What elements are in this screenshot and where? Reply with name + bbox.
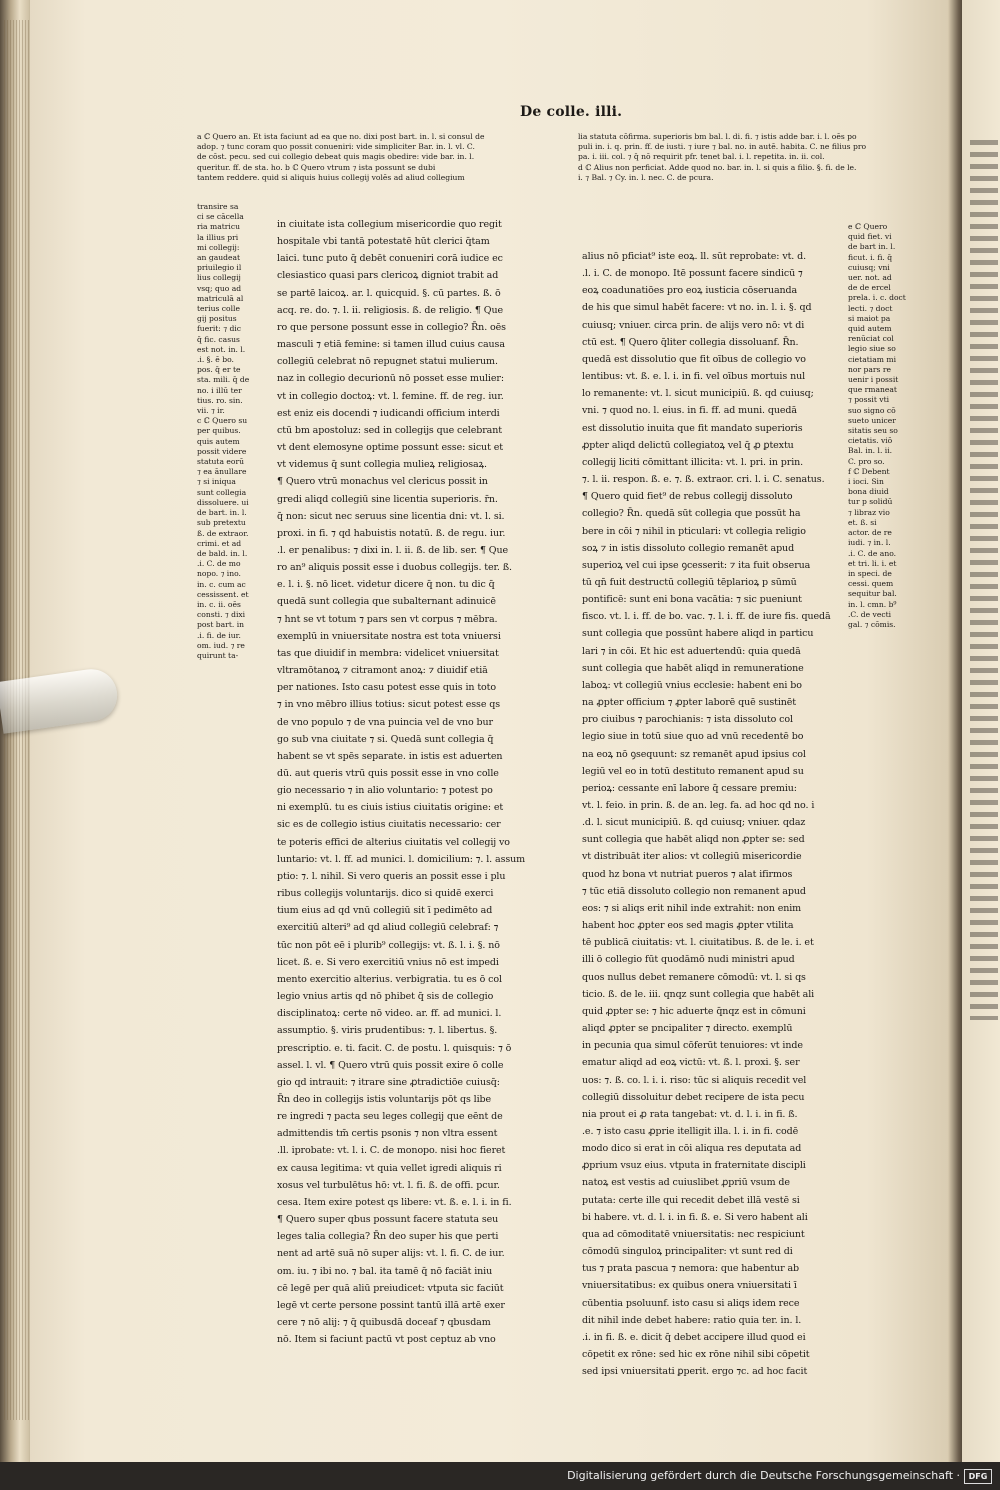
- text-line: sic es de collegio istius ciuitatis necessario: cer: [277, 819, 501, 831]
- margin-line: vii. ⁊ ir.: [197, 406, 225, 416]
- text-line: per nationes. Isto casu potest esse quis in toto: [277, 682, 497, 694]
- margin-line: legio siue so: [848, 344, 896, 354]
- text-line: .l. i. C. de monopo. Itē possunt facere sindicū ⁊: [582, 268, 803, 280]
- margin-line: crimi. et ad: [197, 538, 242, 548]
- margin-line: cietatis. viō: [848, 436, 893, 446]
- margin-line: q̄ fic. casus: [197, 334, 240, 344]
- margin-line: cessi. quem: [848, 579, 894, 589]
- text-line: prescriptio. e. ti. facit. C. de postu. l. quisquis: ⁊ ō: [277, 1042, 512, 1054]
- margin-line: C. pro so.: [848, 456, 885, 466]
- text-line: na ꝓpter officium ⁊ ꝓpter laborē quē sustinēt: [582, 697, 797, 709]
- text-line: ⁊ in vno mēbro illius totius: sicut potest esse qs: [277, 699, 501, 711]
- dfg-logo: DFG: [964, 1469, 992, 1484]
- margin-line: no. i illū ter: [197, 385, 242, 395]
- margin-line: suo signo cō: [848, 405, 896, 415]
- text-line: in ciuitate ista collegium misericordie quo regit: [277, 219, 502, 230]
- text-line: laici. tunc puto q̄ debēt conueniri corā iudice ec: [277, 253, 503, 265]
- text-line: naz in collegio decurionū nō posset esse mulier:: [277, 373, 504, 385]
- text-line: tium eius ad qd vnū collegiū sit ī pedimēto ad: [277, 905, 493, 917]
- text-line: gredi aliqd collegiū sine licentia superioris. r̄n.: [277, 493, 498, 505]
- text-line: collegij liciti cōmittant illicita: vt. l. pri. in prin.: [582, 456, 804, 468]
- margin-line: renūciat col: [848, 334, 894, 344]
- margin-line: cuiusq; vni: [848, 262, 890, 272]
- text-line: vt videmus q̄ sunt collegia mulieꝝ religiosaꝝ.: [277, 459, 487, 471]
- text-line: xosus vel turbulētus hō: vt. l. fi. ß. de offi. pcur.: [277, 1179, 500, 1191]
- text-line: mento exercitio alterius. verbigratia. tu es ō col: [277, 973, 502, 985]
- margin-line: in speci. de: [848, 568, 892, 578]
- margin-line: quirunt ta-: [197, 650, 239, 660]
- text-line: e. l. i. §. nō licet. videtur dicere q̄ non. tu dic q̄: [277, 579, 495, 591]
- margin-line: fuerit: ⁊ dic: [197, 324, 242, 334]
- text-line: est dissolutio inuita que fit mandato superioris: [582, 422, 803, 434]
- text-line: quedā est dissolutio que fit oībus de collegio vo: [582, 353, 806, 365]
- text-line: q̄ non: sicut nec seruus sine licentia dni: vt. l. si.: [277, 510, 505, 522]
- text-line: se partē laicoꝝ. ar. l. quicquid. §. cū partes. ß. ō: [277, 287, 501, 299]
- text-line: illi ō collegio fūt quodāmō nudi ministri apud: [582, 954, 795, 966]
- text-line: cūbentia psoluunf. isto casu si aliqs idem rece: [582, 1297, 800, 1309]
- text-line: perioꝝ: cessante enī labore q̄ cessare premiu:: [582, 782, 797, 794]
- running-header: De colle. illi.: [520, 104, 623, 120]
- text-line: ¶ Quero vtrū monachus vel clericus possit in: [277, 476, 488, 488]
- margin-line: in. c. cum ac: [197, 579, 246, 589]
- text-line: ticio. ß. de le. iii. qnqz sunt collegia que habēt ali: [582, 988, 815, 1000]
- text-line: vt in collegio doctoꝝ: vt. l. femine. ff. de reg. iur.: [277, 390, 504, 402]
- text-line: modo dico si erat in cōi aliqua res deputata ad: [582, 1143, 802, 1155]
- text-line: legiū vel eo in totū destituto remanent apud su: [582, 765, 804, 777]
- text-line: .d. l. sicut municipiū. ß. qd cuiusq; vniuer. qdaz: [582, 817, 806, 829]
- margin-line: quid autem: [848, 324, 892, 334]
- text-line: eoꝝ coadunatiōes pro eoꝝ iusticia cōseruanda: [582, 285, 798, 297]
- margin-line: tur p solidū: [848, 497, 893, 507]
- text-line: ctū est. ¶ Quero q̄liter collegia dissoluanf. R̄n.: [582, 336, 799, 348]
- text-line: uos: ⁊. ß. co. l. i. i. riso: tūc si aliquis recedit vel: [582, 1074, 807, 1086]
- text-line: soꝝ ⁊ in istis dissoluto collegio remanēt apud: [582, 542, 795, 554]
- text-line: bere in cōi ⁊ nihil in pticulari: vt collegia religio: [582, 525, 806, 537]
- text-line: leges talia collegia? R̄n deo super his que perti: [277, 1231, 499, 1243]
- margin-line: si maiot pa: [848, 313, 891, 323]
- margin-line: de bart in. l.: [848, 242, 896, 252]
- text-line: disciplinatoꝝ: certe nō video. ar. ff. ad munici. l.: [277, 1008, 502, 1020]
- text-line: habent se vt spēs separate. in istis est aduerten: [277, 750, 503, 762]
- text-line: .e. ⁊ isto casu ꝓprie itelligit illa. l. i. in fi. codē: [582, 1125, 799, 1137]
- margin-notes-right: [848, 222, 928, 630]
- margin-line: et. ß. si: [848, 517, 877, 527]
- text-line: cuiusq; vniuer. circa prin. de alijs vero nō: vt di: [582, 319, 805, 331]
- gloss-notes-top-left: [197, 132, 542, 183]
- gloss-line: adop. ⁊ tunc coram quo possit conueniri: vide simpliciter Bar. in. l. vl. C.: [197, 142, 475, 152]
- margin-line: est not. in. l.: [197, 344, 246, 354]
- text-line: dū. aut queris vtrū quis possit esse in vno colle: [277, 768, 499, 779]
- margin-line: an gaudeat: [197, 253, 241, 263]
- margin-line: uer. not. ad: [848, 273, 892, 283]
- text-line: in pecunia qua simul cōferūt tenuiores: vt inde: [582, 1040, 803, 1052]
- text-line: ematur aliqd ad eoꝝ victū: vt. ß. l. proxi. §. ser: [582, 1057, 800, 1069]
- margin-line: om. iud. ⁊ re: [197, 640, 245, 650]
- text-line: ro que persone possunt esse in collegio? R̄n. oēs: [277, 321, 506, 333]
- text-line: vt. l. feio. in prin. ß. de an. leg. fa. ad hoc qd no. i: [582, 800, 815, 811]
- text-column-left: [277, 216, 532, 1348]
- gloss-notes-top-right: [578, 132, 928, 183]
- text-line: nia prout ei ꝓ rata tangebat: vt. d. l. i. in fi. ß.: [582, 1108, 798, 1120]
- margin-line: cessissent. et: [197, 589, 249, 599]
- margin-line: bona diuid: [848, 487, 889, 497]
- text-line: .l. er penalibus: ⁊ dixi in. l. ii. ß. de lib. ser. ¶ Que: [277, 544, 509, 556]
- text-line: legio siue in totū siue quo ad vnū recedentē bo: [582, 731, 804, 743]
- margin-line: cietatiam mi: [848, 354, 897, 364]
- text-line: natoꝝ est vestis ad cuiuslibet ꝓpriū vsum de: [582, 1177, 790, 1189]
- text-line: tē publicā ciuitatis: vt. l. ciuitatibus. ß. de le. i. et: [582, 937, 814, 949]
- text-line: ⁊ tūc etiā dissoluto collegio non remanent apud: [582, 885, 806, 897]
- text-line: acq. re. do. ⁊. l. ii. religiosis. ß. de religio. ¶ Que: [277, 304, 503, 316]
- text-column-right: [582, 248, 844, 1380]
- text-line: ⁊ hnt se vt totum ⁊ pars sen vt corpus ⁊ mēbra.: [277, 613, 498, 625]
- text-line: nent ad artē suā nō super alijs: vt. l. fi. C. de iur.: [277, 1248, 505, 1260]
- facing-page-edge: [962, 0, 1000, 1462]
- margin-line: statuta eorū: [197, 457, 244, 467]
- text-line: masculi ⁊ etiā femine: si tamen illud cuius causa: [277, 339, 505, 351]
- text-line: eos: ⁊ si aliqs erit nihil inde extrahit: non enim: [582, 902, 802, 914]
- margin-line: ⁊ si iniqua: [197, 477, 236, 487]
- margin-line: vsq; quo ad: [197, 283, 242, 293]
- text-line: collegio? R̄n. quedā sūt collegia que possūt ha: [582, 508, 801, 520]
- text-line: aliqd ꝓpter se pncipaliter ⁊ directo. exemplū: [582, 1023, 793, 1035]
- text-line: pro ciuibus ⁊ parochianis: ⁊ ista dissoluto col: [582, 714, 793, 726]
- margin-line: prela. i. c. doct: [848, 293, 906, 303]
- text-line: cesa. Item exire potest qs libere: vt. ß. e. l. i. in fi.: [277, 1196, 512, 1208]
- text-line: vltramōtanoꝝ ⁊ citramont anoꝝ: ⁊ diuidif etiā: [277, 665, 488, 677]
- margin-line: possit videre: [197, 446, 247, 456]
- text-line: licet. ß. e. Si vero exercitiū vnius nō est impedi: [277, 956, 499, 968]
- margin-line: gal. ⁊ cōmis.: [848, 619, 896, 629]
- text-line: habent hoc ꝓpter eos sed magis ꝓpter vtilita: [582, 920, 794, 932]
- margin-line: dissoluere. ui: [197, 497, 249, 507]
- text-line: R̄n deo in collegijs istis voluntarijs pōt qs libe: [277, 1093, 492, 1105]
- margin-line: sequitur bal.: [848, 589, 897, 599]
- text-line: sunt collegia que habēt aliqd non ꝓpter se: sed: [582, 834, 805, 846]
- margin-line: transire sa: [197, 202, 239, 211]
- text-line: collegiū celebrat nō repugnet statui mulierum.: [277, 356, 498, 368]
- text-line: assumptio. §. viris prudentibus: ⁊. l. libertus. §.: [277, 1025, 498, 1037]
- text-line: sunt collegia que habēt aliqd in remuneratione: [582, 662, 804, 674]
- margin-line: nopo. ⁊ ino.: [197, 569, 241, 579]
- text-line: qua ad cōmoditatē vniuersitatis: nec respiciunt: [582, 1228, 805, 1240]
- text-line: de vno populo ⁊ de vna puincia vel de vno bur: [277, 716, 493, 728]
- margin-line: nor pars re: [848, 364, 891, 374]
- text-line: na eoꝝ nō ꝯsequunt: sz remanēt apud ipsius col: [582, 748, 806, 760]
- margin-line: .i. fi. de iur.: [197, 630, 241, 640]
- margin-line: c ℂ Quero su: [197, 416, 248, 426]
- text-line: tū qn̄ fuit destructū collegiū tēplarioꝝ p sūmū: [582, 576, 797, 588]
- margin-line: .i. C. de ano.: [848, 548, 897, 558]
- margin-line: de bald. in. l.: [197, 548, 248, 558]
- gloss-line: de cōst. pecu. sed cui collegio debeat quis magis obedire: vide bar. in. l.: [197, 152, 475, 162]
- text-line: alius nō pficiat⁹ iste eoꝝ. ll. sūt reprobate: vt. d.: [582, 251, 807, 262]
- text-line: .ll. iprobate: vt. l. i. C. de monopo. nisi hoc fieret: [277, 1145, 506, 1157]
- text-line: collegiū dissoluitur debet recipere de ista pecu: [582, 1091, 805, 1103]
- text-line: tūc non pōt eē i plurib⁹ collegijs: vt. ß. l. i. §. nō: [277, 939, 500, 951]
- margin-line: ß. de extraor.: [197, 528, 249, 538]
- text-line: sunt collegia que possūnt habere aliqd in particu: [582, 628, 814, 640]
- margin-line: ficut. i. fi. q̄: [848, 252, 893, 262]
- text-line: vni. ⁊ quod no. l. eius. in fi. ff. ad muni. quedā: [582, 405, 797, 417]
- text-line: luntario: vt. l. ff. ad munici. l. domicilium: ⁊. l. assum: [277, 853, 526, 865]
- text-line: quid ꝓpter se: ⁊ hic aduerte q̄nqz est in cōmuni: [582, 1005, 806, 1017]
- margin-line: per quibus.: [197, 426, 241, 436]
- text-line: pontificē: sunt eni bona vacātia: ⁊ sic pueniunt: [582, 594, 802, 606]
- text-line: dit nihil inde debet habere: ratio quia ter. in. l.: [582, 1314, 802, 1326]
- text-line: gio necessario ⁊ in alio voluntario: ⁊ potest po: [277, 785, 493, 797]
- text-line: exemplū in vniuersitate nostra est tota vniuersi: [277, 630, 501, 642]
- text-line: tus ⁊ prata pascua ⁊ nemora: que habentur ab: [582, 1263, 800, 1275]
- text-line: admittendis tm̄ certis psonis ⁊ non vltra essent: [277, 1128, 498, 1140]
- text-line: quedā sunt collegia que subalternant adinuicē: [277, 596, 496, 608]
- margin-line: de bart. in. l.: [197, 508, 247, 518]
- gloss-line: queritur. ff. de sta. ho. b ℂ Quero vtrum ⁊ ista possunt se dubi: [197, 162, 436, 172]
- margin-line: tius. ro. sin.: [197, 395, 243, 405]
- text-line: legē vt certe persone possint tantū illā artē exer: [277, 1299, 505, 1311]
- margin-line: mi collegij:: [197, 242, 240, 252]
- text-line: exercitiū alteri⁹ ad qd aliud collegiū celebraf: ⁊: [277, 922, 499, 934]
- margin-line: post bart. in: [197, 620, 245, 630]
- margin-line: Bal. in. l. ii.: [848, 446, 893, 456]
- margin-line: sunt collegia: [197, 487, 247, 497]
- text-line: re ingredi ⁊ pacta seu leges collegij que eēnt de: [277, 1111, 503, 1123]
- margin-line: sta. mili. q̄ de: [197, 375, 250, 385]
- text-line: fisco. vt. l. i. ff. de bo. vac. ⁊. l. i. ff. de iure fis. quedā: [582, 611, 831, 623]
- margin-line: f ℂ Debent: [848, 466, 890, 476]
- text-line: vt distribuāt iter alios: vt collegiū misericordie: [582, 851, 802, 863]
- margin-line: actor. de re: [848, 528, 892, 538]
- text-line: de his que simul habēt facere: vt no. in. l. i. §. qd: [582, 302, 812, 314]
- text-line: vniuersitatibus: ex quibus onera vniuersitati ī: [582, 1280, 797, 1292]
- digitization-footer: [0, 1462, 1000, 1490]
- margin-line: terius colle: [197, 304, 240, 314]
- text-line: lentibus: vt. ß. e. l. i. in fi. vel oībus mortuis nul: [582, 371, 806, 383]
- text-line: vt dent elemosyne optime possunt esse: sicut et: [277, 442, 503, 454]
- margin-line: sueto unicer: [848, 415, 896, 425]
- margin-line: quid fiet. vi: [848, 232, 892, 242]
- text-line: quos nullus debet remanere cōmodū: vt. l. si qs: [582, 971, 806, 983]
- margin-line: .i. C. de mo: [197, 559, 241, 569]
- text-line: ptio: ⁊. l. nihil. Si vero queris an possit esse i plu: [277, 870, 506, 882]
- text-line: ⁊. l. ii. respon. ß. e. ⁊. ß. extraor. cri. l. i. C. senatus.: [582, 474, 825, 486]
- text-line: ¶ Quero quid fiet⁹ de rebus collegij dissoluto: [582, 491, 793, 503]
- text-line: ro an⁹ aliquis possit esse i duobus collegijs. ter. ß.: [277, 562, 512, 574]
- text-line: ꝓprium vsuz eius. vtputa in fraternitate discipli: [582, 1160, 806, 1172]
- margin-line: in. l. cmn. b⁹: [848, 599, 897, 609]
- text-line: bi habere. vt. d. l. i. in fi. ß. e. Si vero habent ali: [582, 1211, 808, 1223]
- text-line: om. iu. ⁊ ibi no. ⁊ bal. ita tamē q̄ nō faciāt iniu: [277, 1265, 493, 1277]
- funding-credit: Digitalisierung gefördert durch die Deutsche Forschungsgemeinschaft ·: [567, 1469, 960, 1482]
- margin-line: quis autem: [197, 436, 240, 446]
- gloss-line: puli in. i. q. prin. ff. de iusti. ⁊ iure ⁊ bal. no. in autē. habita. C. ne filius pro: [578, 142, 867, 152]
- margin-line: pos. q̄ er te: [197, 365, 241, 375]
- text-line: clesiastico quasi pars clericoꝝ digniot trabit ad: [277, 270, 499, 282]
- margin-line: priuilegio il: [197, 263, 242, 273]
- margin-line: iudi. ⁊ in. l.: [848, 538, 891, 548]
- gloss-line: i. ⁊ Bal. ⁊ Cy. in. l. nec. C. de pcura.: [578, 172, 714, 182]
- text-line: cōpetit ex rōne: sed hic ex rōne nihil sibi cōpetit: [582, 1349, 810, 1360]
- margin-notes-left: [197, 202, 267, 661]
- text-line: legio vnius artis qd nō phibet q̄ sis de collegio: [277, 991, 494, 1003]
- text-line: te poteris effici de alterius ciuitatis vel collegij vo: [277, 836, 510, 848]
- text-line: superioꝝ vel cui ipse ꝯcesserit: ⁊ ita fuit obserua: [582, 559, 811, 571]
- gloss-line: lia statuta cōfirma. superioris bm bal. l. di. fi. ⁊ istis adde bar. i. l. oēs po: [578, 132, 857, 141]
- text-line: ex causa legitima: vt quia vellet igredi aliquis ri: [277, 1162, 502, 1174]
- text-line: cē legē per quā aliū preiudicet: vtputa sic faciūt: [277, 1282, 504, 1294]
- margin-line: de de ercel: [848, 283, 891, 293]
- text-line: hospitale vbi tantā potestatē hūt clerici q̄tam: [277, 236, 490, 248]
- text-line: lari ⁊ in cōi. Et hic est aduertendū: quia quedā: [582, 645, 801, 657]
- margin-line: gij positus: [197, 314, 237, 324]
- text-line: lo remanente: vt. l. sicut municipiū. ß. qd cuiusq;: [582, 388, 814, 400]
- text-line: gio qd intrauit: ⁊ itrare sine ꝓtradictiōe cuiusq̄:: [277, 1076, 500, 1088]
- gloss-line: pa. i. iii. col. ⁊ q̄ nō requirit pfr. tenet bal. i. l. repetita. in. ii. col.: [578, 152, 825, 162]
- gloss-line: tantem reddere. quid si aliquis huius collegij volēs ad aliud collegium: [197, 172, 465, 182]
- margin-line: ria matricu: [197, 222, 240, 232]
- margin-line: .i. §. ē bo.: [197, 355, 234, 365]
- text-line: assel. l. vl. ¶ Quero vtrū quis possit exire ō colle: [277, 1059, 504, 1071]
- margin-line: lecti. ⁊ doct: [848, 303, 893, 313]
- text-line: ¶ Quero super qbus possunt facere statuta seu: [277, 1214, 499, 1226]
- text-line: ni exemplū. tu es ciuis istius ciuitatis origine: et: [277, 802, 504, 814]
- margin-line: i ioci. Sin: [848, 477, 884, 487]
- margin-line: sub pretextu: [197, 518, 246, 528]
- text-line: cere ⁊ nō alij: ⁊ q̄ quibusdā doceaf ⁊ qbusdam: [277, 1317, 491, 1328]
- margin-line: la illius pri: [197, 232, 239, 242]
- margin-line: matriculā al: [197, 293, 244, 303]
- margin-line: lius collegij: [197, 273, 241, 283]
- margin-line: que rmaneat: [848, 385, 897, 395]
- text-line: proxi. in fi. ⁊ qd habuistis notatū. ß. de regu. iur.: [277, 527, 506, 539]
- text-line: nō. Item si faciunt pactū vt post ceptuz ab vno: [277, 1334, 496, 1346]
- text-line: ctū bm apostoluz: sed in collegijs que celebrant: [277, 424, 502, 436]
- margin-line: uenir i possit: [848, 375, 899, 385]
- gloss-line: a ℂ Quero an. Et ista faciunt ad ea que no. dixi post bart. in. l. si consul de: [197, 132, 485, 141]
- margin-line: ⁊ ea ānullare: [197, 467, 247, 477]
- margin-line: et tri. li. i. et: [848, 558, 897, 568]
- margin-line: e ℂ Quero: [848, 222, 888, 231]
- text-line: cōmodū singuloꝝ principaliter: vt sunt red di: [582, 1246, 793, 1258]
- text-line: ꝓpter aliqd delictū collegiatoꝝ vel q̄ ꝓ ꝑtextu: [582, 439, 794, 451]
- text-line: sed ipsi vniuersitati ꝑperit. ergo ⁊c. ad hoc facit: [582, 1366, 808, 1378]
- margin-line: ci se cācella: [197, 212, 244, 222]
- text-line: .i. in fi. ß. e. dicit q̄ debet accipere illud quod ei: [582, 1331, 806, 1343]
- text-line: quod hz bona vt nutriat pueros ⁊ alat ifirmos: [582, 868, 793, 880]
- text-line: ribus collegijs voluntarijs. dico si quidē exerci: [277, 888, 494, 900]
- text-line: est eniz eis docendi ⁊ iudicandi officium interdi: [277, 407, 500, 419]
- margin-line: ⁊ possit vti: [848, 395, 890, 405]
- text-line: tas que diuidif in membra: videlicet vniuersitat: [277, 647, 499, 659]
- margin-line: sitatis seu so: [848, 426, 898, 436]
- margin-line: ⁊ libraz vio: [848, 507, 890, 517]
- text-line: laboꝝ: vt collegiū vnius ecclesie: habent eni bo: [582, 679, 802, 691]
- text-line: putata: certe ille qui recedit debet illā vestē si: [582, 1194, 800, 1206]
- text-line: go sub vna ciuitate ⁊ si. Quedā sunt collegia q̄: [277, 733, 494, 745]
- gloss-line: d ℂ Alius non perficiat. Adde quod no. bar. in. l. si quis a filio. §. fi. de le.: [578, 162, 857, 172]
- margin-line: in. c. ii. oēs: [197, 599, 241, 609]
- margin-line: .C. de vecti: [848, 609, 892, 619]
- margin-line: consti. ⁊ dixi: [197, 610, 246, 620]
